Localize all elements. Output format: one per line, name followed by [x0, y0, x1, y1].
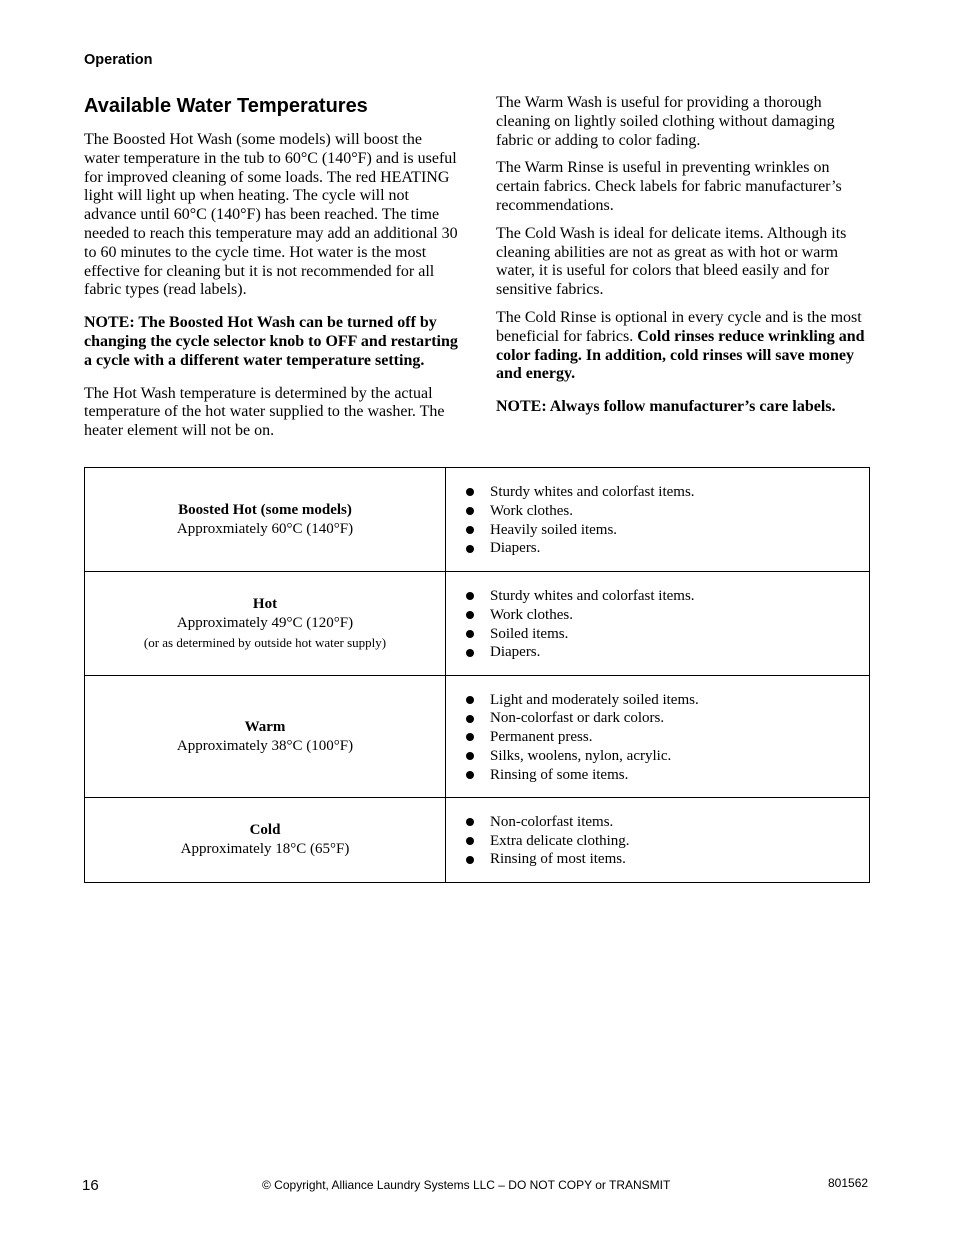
- temperature-value: Approxmiately 60°C (140°F): [176, 520, 354, 537]
- use-text: Sturdy whites and colorfast items.: [490, 483, 695, 500]
- table-row: [85, 798, 870, 883]
- page-number: 16: [82, 1177, 99, 1194]
- list-item: [466, 502, 869, 521]
- right-column: [496, 94, 870, 431]
- bullet-icon: [466, 630, 474, 638]
- bullet-icon: [466, 837, 474, 845]
- temperature-cell: [85, 572, 446, 676]
- use-text: Work clothes.: [490, 502, 573, 519]
- temperature-name: Boosted Hot (some models): [178, 501, 352, 518]
- list-item: [466, 643, 869, 662]
- warm-rinse-paragraph: The Warm Rinse is useful in preventing wrinkles on certain fabrics. Check labels for fabric manufacturer’s recommendations.: [496, 159, 842, 214]
- list-item: [466, 728, 869, 747]
- uses-cell: [446, 572, 870, 676]
- left-column: [84, 94, 458, 455]
- uses-cell: [446, 468, 870, 572]
- boosted-hot-note: NOTE: The Boosted Hot Wash can be turned off by changing the cycle selector knob to OFF and restarting a cycle with a different water temperature setting.: [84, 314, 458, 369]
- list-item: [466, 587, 869, 606]
- table-row: [85, 468, 870, 572]
- use-text: Soiled items.: [490, 625, 569, 642]
- page-title: Available Water Temperatures: [84, 95, 368, 117]
- bullet-icon: [466, 771, 474, 779]
- cold-rinse-text: The Cold Rinse is optional in every cycle and is the most beneficial for fabrics.: [496, 308, 862, 345]
- temperature-cell: [85, 798, 446, 883]
- list-item: [466, 539, 869, 558]
- bullet-icon: [466, 545, 474, 553]
- bullet-icon: [466, 696, 474, 704]
- list-item: [466, 813, 869, 832]
- temperature-cell: [85, 468, 446, 572]
- use-text: Work clothes.: [490, 606, 573, 623]
- copyright-notice: © Copyright, Alliance Laundry Systems LLC – DO NOT COPY or TRANSMIT: [262, 1178, 671, 1192]
- use-text: Rinsing of most items.: [490, 851, 626, 868]
- use-text: Diapers.: [490, 540, 541, 557]
- bullet-icon: [466, 507, 474, 515]
- table-row: [85, 572, 870, 676]
- list-item: [466, 521, 869, 540]
- table-row: [85, 676, 870, 798]
- bullet-icon: [466, 488, 474, 496]
- uses-cell: [446, 676, 870, 798]
- temperature-name: Hot: [252, 596, 278, 612]
- temperature-name: Warm: [244, 718, 286, 735]
- temperature-note: (or as determined by outside hot water supply): [143, 635, 387, 650]
- list-item: [466, 625, 869, 644]
- use-text: Heavily soiled items.: [490, 521, 618, 538]
- cold-wash-paragraph: The Cold Wash is ideal for delicate items. Although its cleaning abilities are not as great as with hot or warm water, it is useful for colors that bleed easily and for sensitive fabrics.: [496, 224, 847, 299]
- use-text: Extra delicate clothing.: [490, 832, 630, 849]
- bullet-icon: [466, 818, 474, 826]
- list-item: [466, 766, 869, 785]
- warm-wash-paragraph: The Warm Wash is useful for providing a thorough cleaning on lightly soiled clothing without damaging fabric or adding to color fading.: [496, 94, 835, 149]
- bullet-icon: [466, 592, 474, 600]
- cold-rinse-paragraph: [496, 309, 870, 384]
- temperature-name: Cold: [249, 822, 281, 838]
- uses-list: [446, 813, 869, 869]
- bullet-icon: [466, 526, 474, 534]
- bullet-icon: [466, 715, 474, 723]
- use-text: Light and moderately soiled items.: [490, 691, 699, 708]
- bullet-icon: [466, 752, 474, 760]
- section-label: Operation: [84, 52, 153, 68]
- bullet-icon: [466, 856, 474, 864]
- care-labels-note: NOTE: Always follow manufacturer’s care labels.: [496, 398, 836, 416]
- use-text: Diapers.: [490, 644, 541, 661]
- use-text: Silks, woolens, nylon, acrylic.: [490, 747, 672, 764]
- document-number: 801562: [828, 1176, 869, 1190]
- use-text: Non-colorfast items.: [490, 813, 614, 830]
- list-item: [466, 709, 869, 728]
- temperature-value: Approximately 18°C (65°F): [180, 841, 350, 857]
- use-text: Non-colorfast or dark colors.: [490, 710, 665, 727]
- list-item: [466, 850, 869, 869]
- use-text: Sturdy whites and colorfast items.: [490, 587, 695, 604]
- water-temperature-table: [84, 467, 870, 883]
- temperature-value: Approximately 49°C (120°F): [176, 615, 354, 631]
- list-item: [466, 832, 869, 851]
- list-item: [466, 606, 869, 625]
- bullet-icon: [466, 611, 474, 619]
- use-text: Rinsing of some items.: [490, 766, 629, 783]
- boosted-hot-paragraph: The Boosted Hot Wash (some models) will boost the water temperature in the tub to 60°C (140°F) and is useful for improved cleaning of some loads. The red HEATING light will light up when heating. The cycle will not advance until 60°C (140°F) has been reached. The time needed to reach this temperature may add an additional 30 to 60 minutes to the cycle time. Hot water is the most effective for cleaning but it is not recommended for all fabric types (read labels).: [84, 131, 458, 299]
- cold-rinse-bold-text: Cold rinses reduce wrinkling and color fading. In addition, cold rinses will save money and energy.: [496, 327, 865, 383]
- temperature-value: Approximately 38°C (100°F): [176, 737, 354, 754]
- bullet-icon: [466, 649, 474, 657]
- uses-cell: [446, 798, 870, 883]
- list-item: [466, 483, 869, 502]
- list-item: [466, 747, 869, 766]
- temperature-cell: [85, 676, 446, 798]
- use-text: Permanent press.: [490, 729, 593, 746]
- hot-wash-paragraph: The Hot Wash temperature is determined by the actual temperature of the hot water supplied to the washer. The heater element will not be on.: [84, 384, 445, 440]
- uses-list: [446, 587, 869, 662]
- uses-list: [446, 691, 869, 785]
- list-item: [466, 691, 869, 710]
- bullet-icon: [466, 733, 474, 741]
- uses-list: [446, 483, 869, 558]
